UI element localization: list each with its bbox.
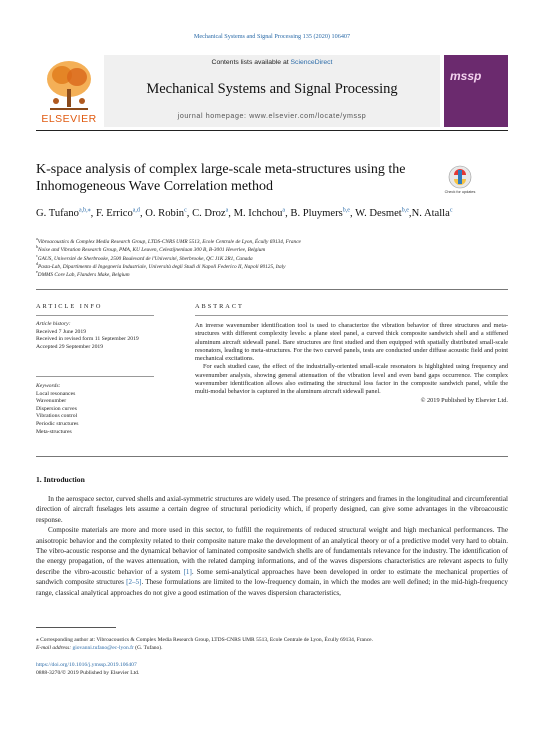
author-name[interactable]: G. Tufano: [36, 208, 79, 219]
author-name[interactable]: W. Desmet: [355, 208, 402, 219]
author-name[interactable]: M. Ichchou: [233, 208, 283, 219]
abstract-paragraph: An inverse wavenumber identification tool is used to characterize the vibration behavior of three structures and meta-structures with different complexity levels: a plane steel panel, a curved thick composite sandwich shell and a stiffened aluminum aircraft sidewall panel. Bare structures are first studied and then equipped with spatially distributed small-scale resonators, leading to meta-structures. For the two curved panels, tests are conducted under diffuse acoustic field and point mechanical excitations.: [195, 322, 508, 363]
author-separator: ,: [228, 208, 234, 219]
affiliation-marker: c: [36, 252, 38, 258]
contents-prefix: Contents lists available at: [211, 59, 291, 66]
author-name[interactable]: C. Droz: [192, 208, 226, 219]
affiliation-marker: b: [36, 244, 38, 250]
text-run: . These formulations are limited to the low-frequency domain, in which the modes are well defined; in the mid-high-frequency range, classical analytical approaches do not give a good estimation of the waves dispersion characteristics,: [36, 578, 508, 597]
copyright-notice: © 2019 Published by Elsevier Ltd.: [420, 396, 508, 404]
history-rule: [36, 376, 154, 377]
publisher-name: ELSEVIER: [41, 113, 97, 125]
journal-masthead: [36, 55, 508, 131]
affiliation-item: [36, 252, 508, 263]
author-separator: ,: [90, 208, 96, 219]
author-affiliation-marker[interactable]: a,b,⁎: [78, 207, 91, 214]
author-name[interactable]: F. Errico: [95, 208, 133, 219]
author-affiliation-marker[interactable]: b,e: [342, 207, 350, 214]
journal-title: Mechanical Systems and Signal Processing: [146, 81, 398, 97]
keyword-item: Vibrations control: [36, 413, 78, 420]
corresponding-author-note: [36, 636, 508, 653]
author-affiliation-marker[interactable]: c: [449, 207, 453, 214]
keyword-item: Periodic structures: [36, 420, 79, 427]
affiliation-item: [36, 246, 508, 254]
citation-link[interactable]: [2–5]: [126, 578, 142, 587]
author-list: [36, 206, 508, 222]
abstract-rule: [195, 315, 508, 316]
author-separator: ,: [349, 208, 356, 219]
keyword-item: Local resonances: [36, 390, 76, 397]
journal-homepage: [104, 112, 440, 120]
doi-block: [36, 661, 139, 678]
article-title: K-space analysis of complex large-scale meta-structures using the Inhomogeneous Wave Correlation method: [36, 162, 406, 194]
abstract-body: [195, 322, 508, 405]
keyword-item: Wavenumber: [36, 398, 67, 405]
email-line: [36, 644, 508, 652]
keyword-item: Dispersion curves: [36, 405, 77, 412]
affiliation-item: [36, 263, 508, 271]
affiliation-text: Vibroacoustics & Complex Media Research Group, LTDS-CNRS UMR 5513, Ecole Centrale de Lyon, Écully 69134, France: [37, 239, 301, 245]
journal-reference[interactable]: Mechanical Systems and Signal Processing 135 (2020) 106407: [193, 33, 351, 40]
keyword-item: Meta-structures: [36, 428, 72, 435]
corresponding-author: ⁎ Corresponding author at: Vibroacoustics & Complex Media Research Group, LTDS-CNRS UMR 5513, Ecole Centrale de Lyon, Écully 69134, France.: [36, 637, 373, 643]
author-separator: ,: [285, 208, 291, 219]
affiliation-text: Pasta-Lab, Dipartimento di Ingegneria Industriale, Università degli Studi di Napoli Federico II, Napoli 80125, Italy: [38, 263, 286, 270]
affiliation-item: [36, 238, 508, 246]
affiliation-list: [36, 238, 508, 279]
email-suffix: (G. Tufano).: [133, 645, 163, 652]
introduction-body: [36, 494, 508, 598]
author-name[interactable]: N. Atalla: [411, 208, 450, 219]
affiliation-text: Noise and Vibration Research Group, PMA, KU Leuven, Celestijnenlaan 300 B, B-3001 Heverlee, Belgium: [38, 247, 266, 254]
author-affiliation-marker[interactable]: b,e: [401, 207, 409, 214]
author-separator: ,: [186, 208, 193, 219]
author-affiliation-marker[interactable]: a: [282, 207, 286, 214]
keywords-label: Keywords:: [36, 383, 61, 389]
author-separator: ,: [408, 208, 412, 219]
body-paragraph: [36, 525, 508, 598]
affiliation-text: DMMS Core Lab, Flanders Make, Belgium: [37, 272, 130, 279]
abstract-divider: [36, 456, 508, 457]
history-label: Article history:: [36, 321, 71, 327]
author-affiliation-marker[interactable]: c: [184, 207, 187, 214]
section-heading: 1. Introduction: [36, 475, 85, 484]
issn-line: 0888-3270/© 2019 Published by Elsevier Ltd.: [36, 670, 140, 677]
contents-line: [104, 59, 440, 66]
author-name[interactable]: B. Pluymers: [290, 208, 343, 219]
cover-title: mssp: [450, 69, 482, 83]
abstract-heading: ABSTRACT: [195, 303, 244, 310]
text-run: Composite materials are more and more used in this sector, to fulfill the requirements of reduced structural weight and high mechanical performances. The anisotropic behavior and the complexity related to their composite nature make the development of an analytical theory or of a predictive model very hard to obtain. The vibro-acoustic response and the dynamical behavior of laminated composite sandwich shells are of fundamentals relevance for the industry. The identification of the energy propagation, of the waves attenuation, with the related damping informations, and of the waves dispersions characteristics are relevant aspects to fully describe the vibro-acoustic behavior of a system: [36, 526, 508, 576]
header-divider: [36, 289, 508, 290]
journal-cover-thumbnail[interactable]: [444, 55, 508, 127]
article-history: [36, 321, 154, 351]
article-info-heading: ARTICLE INFO: [36, 303, 103, 310]
history-item: Received in revised form 11 September 2019: [36, 336, 139, 343]
affiliation-text: GAUS, Université de Sherbrooke, 2500 Boulevard de l'Université, Sherbrooke, QC J1K 2R1, Canada: [37, 255, 253, 262]
author-separator: ,: [139, 208, 146, 219]
affiliation-marker: d: [36, 261, 38, 267]
email-label: E-mail address:: [36, 645, 73, 652]
journal-banner: [104, 55, 440, 127]
info-rule: [36, 315, 154, 316]
author-affiliation-marker[interactable]: a,d: [132, 207, 140, 214]
text-run: . Some semi-analytical approaches have been developed in order to estimate the mechanical properties of sandwich composite structures: [36, 567, 509, 587]
affiliation-marker: a: [36, 236, 38, 242]
history-item: Accepted 29 September 2019: [36, 343, 104, 350]
author-name[interactable]: O. Robin: [145, 208, 185, 219]
doi-link[interactable]: https://doi.org/10.1016/j.ymssp.2019.106407: [36, 662, 137, 668]
body-paragraph: In the aerospace sector, curved shells and axial-symmetric structures are widely used. The presence of stringers and frames in the longitudinal and circumferential direction of aircraft fuselages lets assume a certain degree of structural periodicity which, if properly designed, can give some advantages in the vibroacoustic response.: [36, 495, 508, 524]
citation-link[interactable]: [1]: [183, 567, 192, 576]
sciencedirect-link[interactable]: ScienceDirect: [290, 59, 333, 66]
crossmark-label: Check for updates: [444, 190, 476, 194]
author-affiliation-marker[interactable]: a: [225, 207, 229, 214]
homepage-prefix: journal homepage:: [177, 112, 250, 120]
history-item: Received 7 June 2019: [36, 328, 87, 335]
email-link[interactable]: giovanni.tufano@ec-lyon.fr: [72, 645, 134, 652]
homepage-link[interactable]: www.elsevier.com/locate/ymssp: [249, 112, 367, 120]
affiliation-item: [36, 271, 508, 279]
affiliation-marker: e: [36, 269, 38, 275]
keywords: [36, 383, 154, 436]
abstract-paragraph: For each studied case, the effect of the industrially-oriented small-scale resonators is highlighted using frequency and wavenumber analysis, showing general attenuation of the vibration level and even band gaps occurrence. The complex wavenumber identification allows also estimating the structural loss factor in the composite sandwich panel, while the multi-modal behavior is captured in the aluminum aircraft sidewall panel.: [195, 363, 508, 396]
footnote-rule: [36, 627, 116, 628]
